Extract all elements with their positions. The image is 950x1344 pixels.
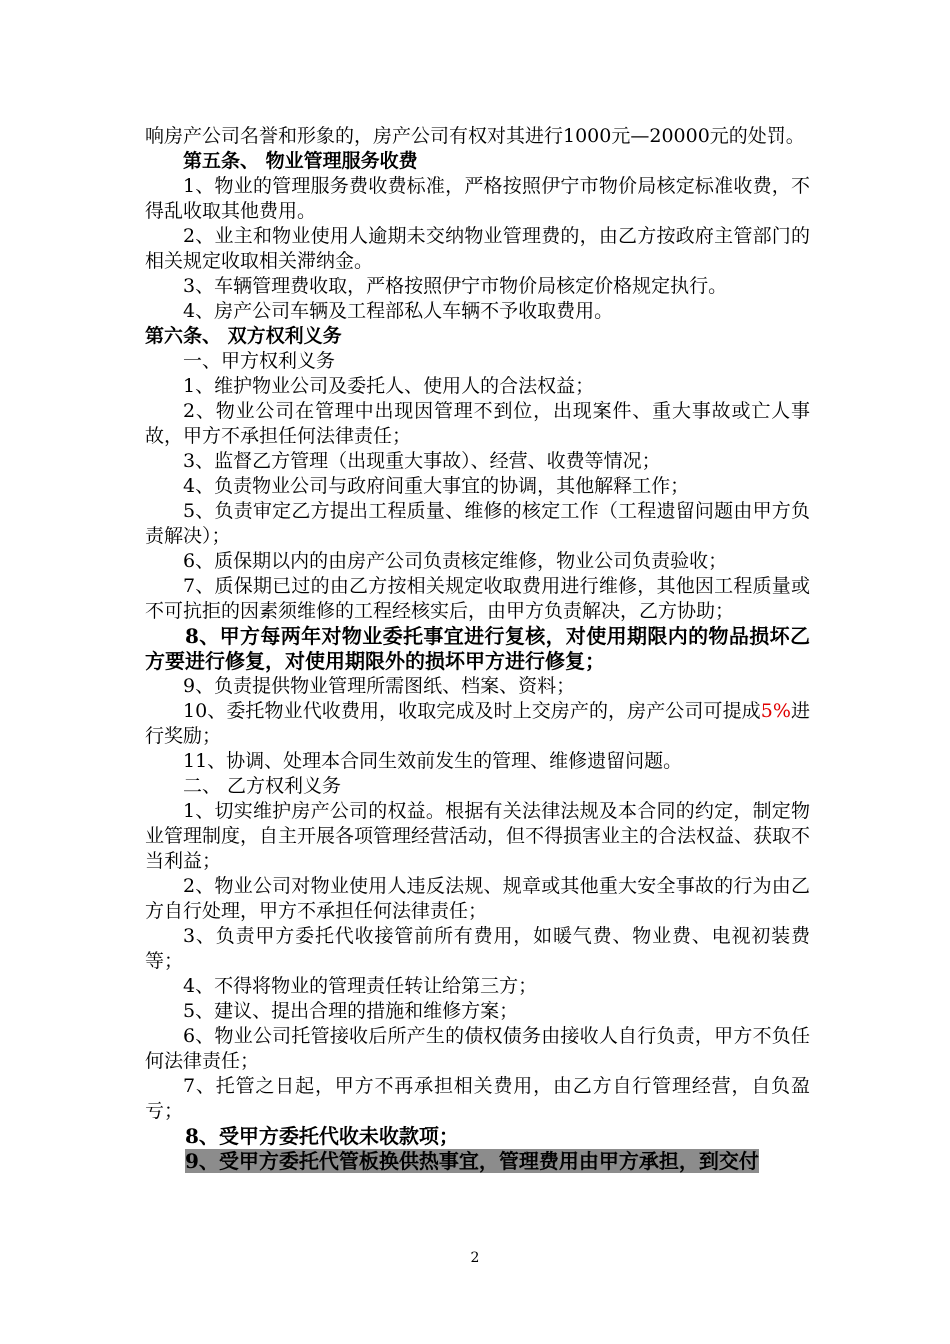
- paragraph: 3、监督乙方管理（出现重大事故）、经营、收费等情况；: [183, 450, 661, 472]
- paragraph: 6、物业公司托管接收后所产生的债权债务由接收人自行负责，甲方不负任何法律责任；: [145, 1025, 810, 1072]
- paragraph: 6、质保期以内的由房产公司负责核定维修，物业公司负责验收；: [183, 550, 728, 572]
- subsection-heading-party-b: 二、 乙方权利义务: [183, 775, 342, 797]
- commission-text-end: 进行奖励；: [145, 700, 810, 747]
- commission-rate: 5%: [760, 700, 791, 722]
- paragraph: 3、负责甲方委托代收接管前所有费用，如暖气费、物业费、电视初装费等；: [145, 925, 810, 972]
- paragraph-highlighted: [145, 1149, 810, 1174]
- commission-text: 10、委托物业代收费用，收取完成及时上交房产的，房产公司可提成: [183, 700, 761, 722]
- document-body: [145, 124, 810, 1174]
- paragraph: 响房产公司名誉和形象的，房产公司有权对其进行1000元—20000元的处罚。: [145, 125, 805, 147]
- page-number: 2: [470, 1250, 480, 1266]
- paragraph: 4、不得将物业的管理责任转让给第三方；: [183, 975, 538, 997]
- highlighted-text: 9、受甲方委托代管板换供热事宜，管理费用由甲方承担，到交付: [185, 1149, 759, 1173]
- paragraph: 2、物业公司在管理中出现因管理不到位，出现案件、重大事故或亡人事故，甲方不承担任何法律责任；: [145, 400, 810, 447]
- paragraph: 4、负责物业公司与政府间重大事宜的协调，其他解释工作；: [183, 475, 690, 497]
- paragraph-commission: [145, 699, 810, 749]
- paragraph: 1、维护物业公司及委托人、使用人的合法权益；: [183, 375, 595, 397]
- paragraph: 3、车辆管理费收取，严格按照伊宁市物价局核定价格规定执行。: [183, 275, 728, 297]
- paragraph: 7、质保期已过的由乙方按相关规定收取费用进行维修，其他因工程质量或不可抗拒的因素须维修的工程经核实后，由甲方负责解决，乙方协助；: [145, 575, 810, 622]
- paragraph: 1、切实维护房产公司的权益。根据有关法律法规及本合同的约定，制定物业管理制度，自主开展各项管理经营活动，但不得损害业主的合法权益、获取不当利益；: [145, 800, 811, 872]
- paragraph-emphasized: 8、受甲方委托代收未收款项；: [185, 1124, 459, 1148]
- paragraph: 5、建议、提出合理的措施和维修方案；: [183, 1000, 519, 1022]
- section-heading-article-6: 第六条、 双方权利义务: [145, 325, 342, 347]
- section-heading-article-5: 第五条、 物业管理服务收费: [183, 150, 418, 172]
- subsection-heading-party-a: 一、甲方权利义务: [183, 350, 336, 372]
- paragraph-emphasized: 8、甲方每两年对物业委托事宜进行复核，对使用期限内的物品损坏乙方要进行修复，对使用期限外的损坏甲方进行修复；: [145, 624, 810, 673]
- paragraph: 11、协调、处理本合同生效前发生的管理、维修遗留问题。: [183, 750, 683, 772]
- paragraph: 5、负责审定乙方提出工程质量、维修的核定工作（工程遗留问题由甲方负责解决）；: [145, 500, 810, 547]
- paragraph: 2、物业公司对物业使用人违反法规、规章或其他重大安全事故的行为由乙方自行处理，甲方不承担任何法律责任；: [145, 875, 810, 922]
- paragraph: 4、房产公司车辆及工程部私人车辆不予收取费用。: [183, 300, 614, 322]
- paragraph: 1、物业的管理服务费收费标准，严格按照伊宁市物价局核定标准收费，不得乱收取其他费用。: [145, 175, 810, 222]
- paragraph: 7、托管之日起，甲方不再承担相关费用，由乙方自行管理经营，自负盈亏；: [145, 1075, 810, 1122]
- paragraph: 2、业主和物业使用人逾期未交纳物业管理费的，由乙方按政府主管部门的相关规定收取相关滞纳金。: [145, 225, 810, 272]
- paragraph: 9、负责提供物业管理所需图纸、档案、资料；: [183, 675, 576, 697]
